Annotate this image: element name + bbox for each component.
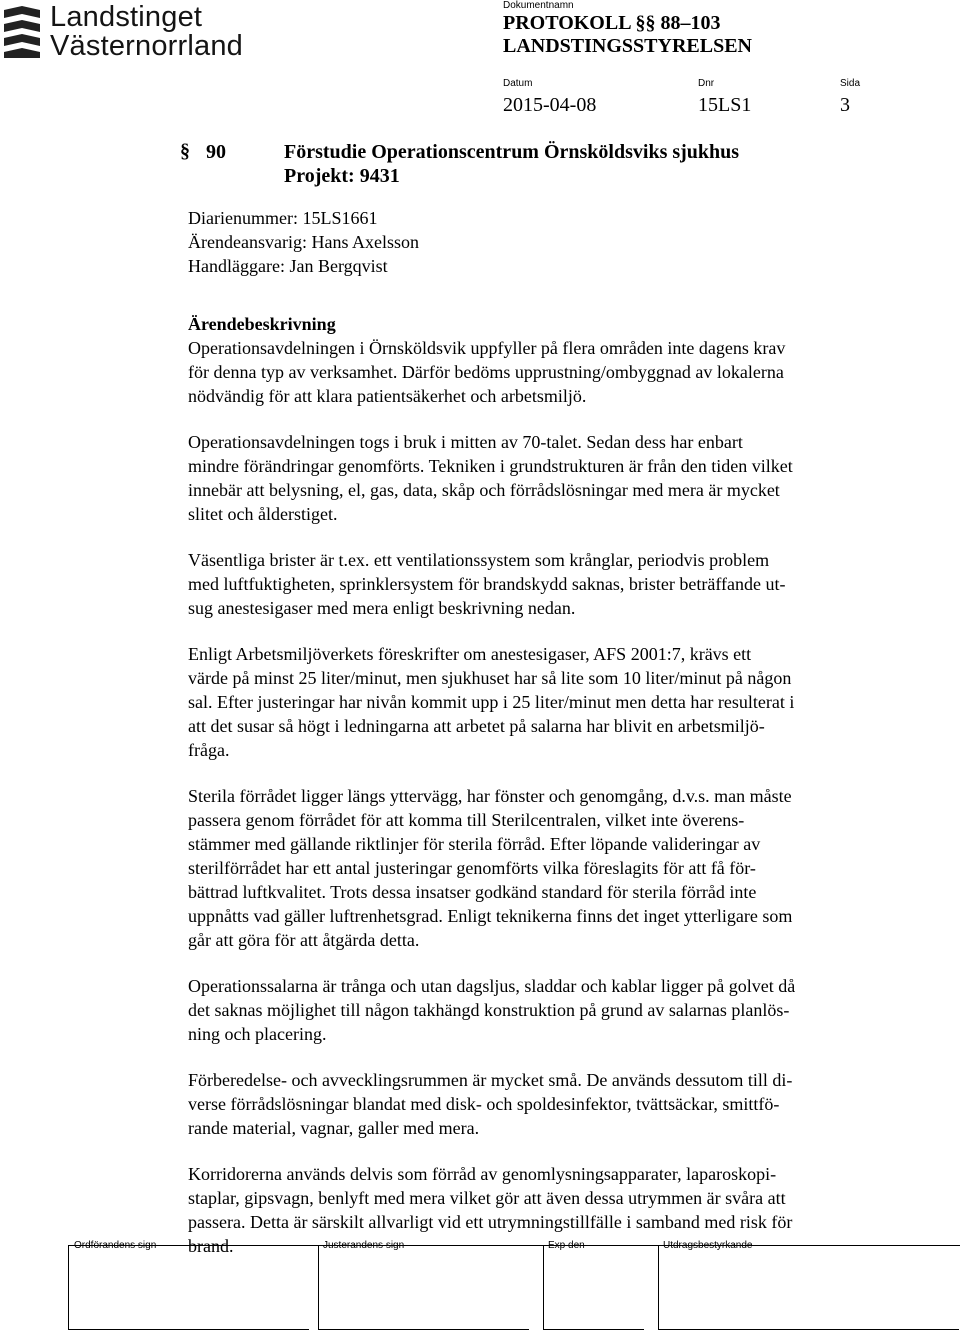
document-body: [188, 206, 878, 1258]
paragraph-line: bättrad luftkvalitet. Trots dessa insatser godkänd standard för sterila förråd inte: [188, 882, 757, 902]
date-field: [503, 78, 596, 116]
signature-box-exp: [543, 1245, 644, 1330]
paragraph-line: verse förrådslösningar blandat med disk- och spoldesinfektor, tvättsäckar, smittfö-: [188, 1094, 780, 1114]
paragraph-line: Operationsavdelningen togs i bruk i mitten av 70-talet. Sedan dess har enbart: [188, 432, 743, 452]
paragraph-line: Operationsavdelningen i Örnsköldsvik uppfyller på flera områden inte dagens krav: [188, 338, 786, 358]
logo-name-line1: Landstinget: [50, 1, 203, 33]
paragraph-line: fråga.: [188, 740, 230, 760]
paragraph-5: [188, 784, 878, 952]
paragraph-line: mindre förändringar genomförts. Tekniken i grundstrukturen är från den tiden vilket: [188, 456, 793, 476]
landstinget-logo-icon: [0, 4, 44, 60]
page-label: Sida: [840, 78, 861, 89]
doc-name-label: Dokumentnamn: [503, 0, 574, 11]
paragraph-line: brand.: [188, 1236, 234, 1256]
paragraph-line: Korridorerna används delvis som förråd av genomlysningsapparater, laparoskopi-: [188, 1164, 777, 1184]
paragraph-3: [188, 548, 878, 620]
paragraph-1: [188, 336, 878, 408]
doc-title-line2: LANDSTINGSSTYRELSEN: [503, 35, 752, 57]
logo: [0, 0, 280, 66]
ordforande-sign-label: Ordförandens sign: [74, 1240, 157, 1251]
page-number: 3: [840, 94, 850, 116]
dnr-value: 15LS1: [698, 94, 752, 116]
paragraph-line: uppnåtts vad gäller luftrenhetsgrad. Enligt teknikerna finns det inget ytterligare som: [188, 906, 793, 926]
section-title: Förstudie Operationscentrum Örnsköldsviks sjukhus: [284, 141, 740, 163]
paragraph-line: med luftfuktigheten, sprinklersystem för brandskydd saknas, brister beträffande ut-: [188, 574, 786, 594]
paragraph-line: att det susar så högt i ledningarna att arbetet på salarna har blivit en arbetsmiljö-: [188, 716, 765, 736]
signature-footer: [0, 1240, 960, 1330]
paragraph-line: stämmer med gällande riktlinjer för sterila förråd. Efter löpande valideringar av: [188, 834, 761, 854]
signature-box-utdrag: [658, 1245, 959, 1330]
subheading: Ärendebeskrivning: [188, 314, 336, 334]
dnr-field: [698, 78, 751, 116]
signature-box-ordforande: [68, 1245, 309, 1330]
paragraph-line: sal. Efter justeringar har nivån kommit upp i 25 liter/minut men detta har resulterat i: [188, 692, 795, 712]
paragraph-line: Väsentliga brister är t.ex. ett ventilationssystem som krånglar, periodvis problem: [188, 550, 770, 570]
paragraph-line: Enligt Arbetsmiljöverkets föreskrifter om anestesigaser, AFS 2001:7, krävs ett: [188, 644, 752, 664]
paragraph-line: värde på minst 25 liter/minut, men sjukhuset har så lite som 10 liter/minut på någon: [188, 668, 792, 688]
paragraph-line: Operationssalarna är trånga och utan dagsljus, sladdar och kablar ligger på golvet då: [188, 976, 796, 996]
handlaggare: Handläggare: Jan Bergqvist: [188, 256, 388, 276]
arendeansvarig: Ärendeansvarig: Hans Axelsson: [188, 232, 419, 252]
paragraph-line: sterilförrådet har ett antal justeringar genomförts vilka föreslagits för att få för-: [188, 858, 756, 878]
paragraph-line: passera. Detta är särskilt allvarligt vid ett utrymningstillfälle i samband med risk för: [188, 1212, 793, 1232]
paragraph-line: staplar, gipsvagn, benlyft med mera vilket gör att även dessa utrymmen är svåra att: [188, 1188, 786, 1208]
paragraph-line: passera genom förrådet för att komma till Sterilcentralen, vilket inte överens-: [188, 810, 745, 830]
paragraph-4: [188, 642, 878, 762]
paragraph-line: Sterila förrådet ligger längs yttervägg, har fönster och genomgång, d.v.s. man måste: [188, 786, 792, 806]
page-field: [840, 78, 860, 116]
paragraph-line: det saknas möjlighet till någon takhängd konstruktion på grund av salarnas planlös-: [188, 1000, 790, 1020]
paragraph-symbol: §: [180, 140, 190, 162]
logo-name-line2: Västernorrland: [50, 30, 244, 62]
date-label: Datum: [503, 78, 533, 89]
paragraph-line: går att göra för att åtgärda detta.: [188, 930, 420, 950]
case-meta: [188, 206, 878, 278]
paragraph-7: [188, 1068, 878, 1140]
paragraph-line: rande material, vagnar, galler med mera.: [188, 1118, 480, 1138]
paragraph-line: ning och placering.: [188, 1024, 327, 1044]
exp-den-label: Exp den: [548, 1240, 585, 1251]
dnr-label: Dnr: [698, 78, 715, 89]
paragraph-line: Förberedelse- och avvecklingsrummen är mycket små. De används dessutom till di-: [188, 1070, 793, 1090]
section-heading: [206, 140, 806, 188]
paragraph-line: innebär att belysning, el, gas, data, skåp och förrådslösningar med mera är mycket: [188, 480, 780, 500]
paragraph-line: sug anestesigaser med mera enligt beskrivning nedan.: [188, 598, 576, 618]
paragraph-line: för denna typ av verksamhet. Därför bedöms upprustning/ombyggnad av lokalerna: [188, 362, 784, 382]
paragraph-line: slitet och ålderstiget.: [188, 504, 338, 524]
paragraph-line: nödvändig för att klara patientsäkerhet och arbetsmiljö.: [188, 386, 587, 406]
diarienummer: Diarienummer: 15LS1661: [188, 208, 378, 228]
section-project: Projekt: 9431: [284, 165, 400, 187]
signature-box-justerande: [318, 1245, 529, 1330]
document-header: [503, 0, 752, 58]
paragraph-2: [188, 430, 878, 526]
section-number: 90: [206, 141, 226, 163]
doc-title-line1: PROTOKOLL §§ 88–103: [503, 12, 721, 34]
paragraph-6: [188, 974, 878, 1046]
utdragsbestyrkande-label: Utdragsbestyrkande: [663, 1240, 753, 1251]
date-value: 2015-04-08: [503, 94, 597, 116]
justerande-sign-label: Justerandens sign: [323, 1240, 405, 1251]
